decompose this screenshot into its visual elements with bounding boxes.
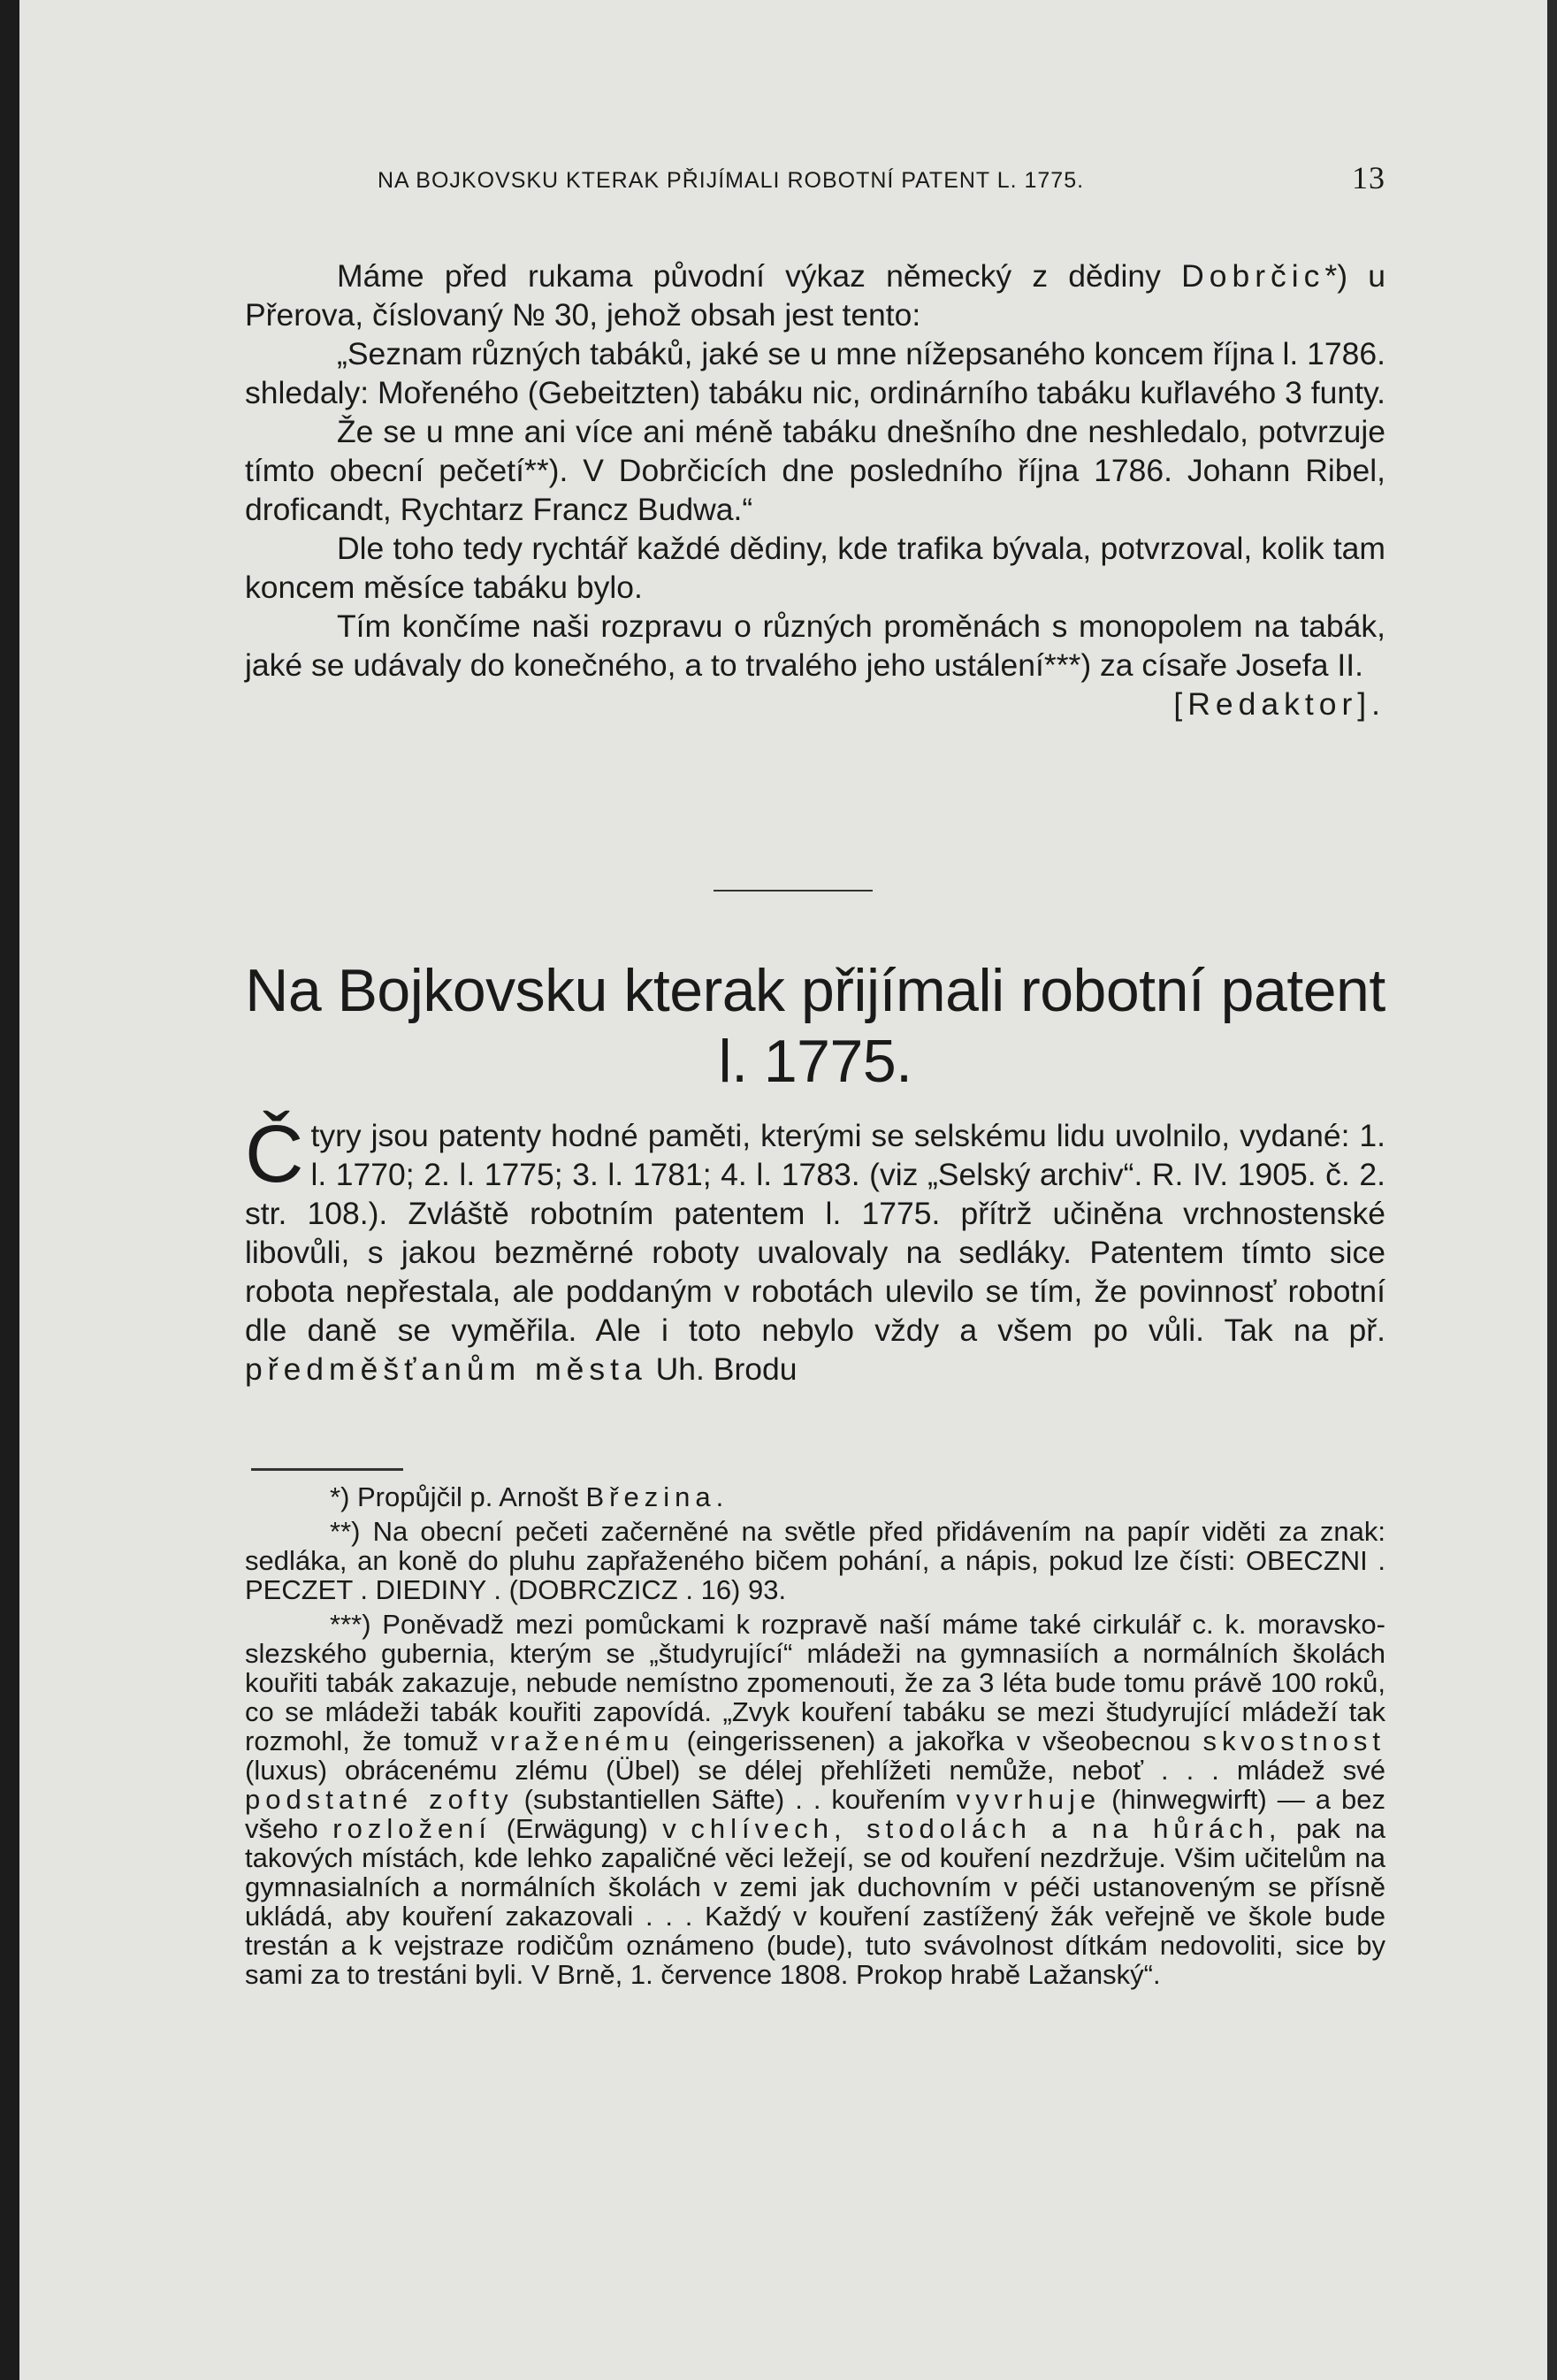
- text-fragment: Uh. Brodu: [655, 1351, 798, 1387]
- text-fragment: ***) Poněvadž mezi pomůckami k rozpravě naší máme také cirkulář c. k. moravsko-slezského gubernia, kterým se „študyrující“ mládeži na gymnasiích a normálních školách kouřiti tabák zakazuje, nebude nemístno zpomenouti, že za 3 léta bude tomu právě 100 roků, co se mládeži tabák kouřiti zapovídá. „Zvyk kouření tabáku se mezi študyrující mládeží tak rozmohl, že tomuž: [245, 1609, 1385, 1756]
- article-paragraph: [245, 1109, 1385, 1389]
- text-fragment: *) Propůjčil p. Arnošt: [330, 1481, 578, 1512]
- article-title: Na Bojkovsku kterak přijímali robotní patent l. 1775.: [245, 957, 1385, 1095]
- text-fragment: Tím končíme naši rozpravu o různých proměnách s monopolem na tabák, jaké se udávaly do konečného, a to trvalého jeho ustálení***) za císaře Josefa II.: [245, 608, 1385, 683]
- intro-section: [245, 256, 1385, 723]
- running-head: [378, 159, 1385, 203]
- text-fragment: „Seznam různých tabáků, jaké se u mne nížepsaného koncem října l. 1786. shledaly: Mořeného (Gebeitzten) tabáku nic, ordinárního tabáku kuřlavého 3 funty.: [245, 336, 1385, 410]
- text-fragment: (Erwägung) v: [506, 1813, 676, 1844]
- text-fragment: .: [715, 1481, 724, 1512]
- intro-paragraph-5: [245, 607, 1385, 722]
- text-fragment: *) u Přerova, číslovaný № 30, jehož obsah jest tento:: [245, 258, 1385, 333]
- spaced-text: Dobrčic: [1181, 258, 1325, 294]
- text-fragment: (hinwegwirft) — a bez všeho: [245, 1784, 1385, 1844]
- footnote-2: [245, 1517, 1385, 1604]
- footnote-rule: [251, 1468, 403, 1471]
- text-fragment: (luxus) obrácenému zlému (Übel) se délej přehlížeti nemůže, neboť . . . mládež své: [245, 1755, 1385, 1786]
- article-body: [245, 1109, 1385, 1389]
- scan-left-edge: [0, 0, 19, 2380]
- intro-paragraph-2: [245, 334, 1385, 412]
- editor-signature: [Redaktor].: [1173, 686, 1385, 722]
- text-fragment: Že se u mne ani více ani méně tabáku dnešního dne neshledalo, potvrzuje tímto obecní pečetí**). V Dobrčicích dne posledního října 1786. Johann Ribel, droficandt, Rychtarz Francz Budwa.“: [245, 414, 1385, 527]
- text-fragment: Máme před rukama původní výkaz německý z dědiny: [337, 258, 1161, 294]
- text-fragment: (substantiellen Säfte) . . kouřením: [523, 1784, 946, 1815]
- spaced-text: chlívech, stodolách a na hůrách,: [691, 1813, 1282, 1844]
- running-head-title: NA BOJKOVSKU KTERAK PŘIJÍMALI ROBOTNÍ PATENT L. 1775.: [378, 168, 1085, 193]
- text-fragment: (eingerissenen) a jakořka v všeobecnou: [686, 1726, 1191, 1756]
- text-fragment: tyry jsou patenty hodné paměti, kterými se selskému lidu uvolnilo, vydané: 1. l. 1770; 2. l. 1775; 3. l. 1781; 4. l. 1783. (viz „Selský archiv“. R. IV. 1905. č. 2. str. 108.). Zvláště robotním patentem l. 1775. přítrž učiněna vrchnostenské libovůli, s jakou bezměrné roboty uvalovaly na sedláky. Patentem tímto sice robota nepřestala, ale poddaným v robotách ulevilo se tím, že povinnosť robotní dle daně se vyměřila. Ale i toto nebylo vždy a všem po vůli. Tak na př.: [245, 1118, 1385, 1348]
- intro-paragraph-4: [245, 529, 1385, 607]
- text-fragment: Dle toho tedy rychtář každé dědiny, kde trafika bývala, potvrzoval, kolik tam koncem měsíce tabáku bylo.: [245, 531, 1385, 605]
- intro-paragraph-1: [245, 256, 1385, 334]
- page-number: 13: [1352, 160, 1385, 195]
- spaced-text: Březina: [585, 1481, 716, 1512]
- spaced-text: rozložení: [332, 1813, 492, 1844]
- intro-paragraph-3: [245, 412, 1385, 529]
- spaced-text: skvostnost: [1202, 1726, 1385, 1756]
- text-fragment: **) Na obecní pečeti začerněné na světle před přidávením na papír viděti za znak: sedláka, an koně do pluhu zapřaženého bičem pohání, a nápis, pokud lze čísti: OBECZNI . PECZET . DIEDINY . (DOBRCZICZ . 16) 93.: [245, 1516, 1385, 1605]
- footnote-1: [245, 1482, 1385, 1511]
- section-divider: [714, 890, 873, 892]
- footnotes: [245, 1482, 1385, 1994]
- footnote-3: [245, 1610, 1385, 1989]
- drop-cap: Č: [245, 1109, 304, 1199]
- text-fragment: pak na takových místách, kde lehko zapaličné věci ležejí, se od kouření nezdržuje. Všim učitelům na gymnasialních a normálních školách v zemi jak duchovním v péči ustanoveným se přísně ukládá, aby kouření zakazovali . . . Každý v kouření zastížený žák veřejně ve škole bude trestán a k vejstraze rodičům oznámeno (bude), tuto svávolnost dítkám nedovoliti, sice by sami za to trestáni byli. V Brně, 1. července 1808. Prokop hrabě Lažanský“.: [245, 1813, 1385, 1990]
- spaced-text: podstatné zofty: [245, 1784, 514, 1815]
- spaced-text: předměšťanům města: [245, 1351, 647, 1387]
- spaced-text: vyvrhuje: [956, 1784, 1102, 1815]
- book-page: [19, 0, 1547, 2380]
- spaced-text: vraženému: [491, 1726, 675, 1756]
